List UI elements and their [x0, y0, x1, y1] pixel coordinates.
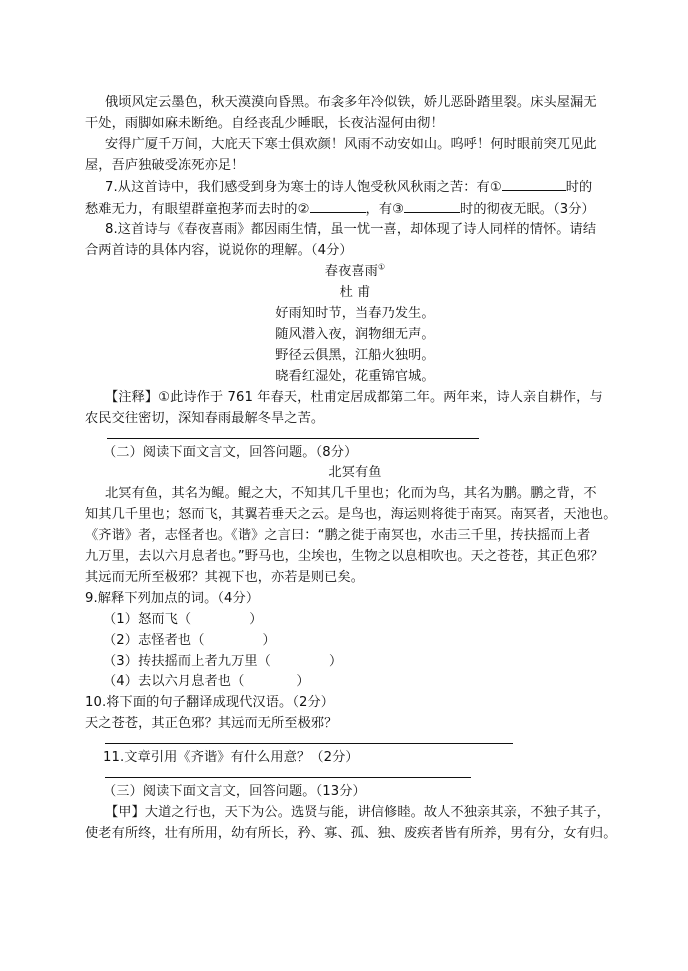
question-8-line-1: 8.这首诗与《春夜喜雨》都因雨生情，虽一忧一喜，却体现了诗人同样的情怀。请结: [105, 222, 597, 238]
passage-line: 北冥有鱼，其名为鲲。鲲之大，不知其几千里也；化而为鸟，其名为鹏。鹏之背，不: [105, 486, 597, 502]
question-9-item-text: （2）志怪者也（: [103, 632, 205, 648]
section-3-heading: （三）阅读下面文言文，回答问题。（13分）: [103, 784, 366, 800]
passage-title: 北冥有鱼: [328, 465, 382, 481]
question-7-text-b3: 时的彻夜无眠。（3分）: [460, 201, 595, 217]
poem-title: [85, 262, 625, 283]
annotation-line-2: 农民交往密切，深知春雨最解冬旱之苦。: [85, 410, 325, 426]
close-paren: ）: [249, 611, 263, 627]
answer-line-q10[interactable]: [105, 743, 513, 744]
annotation-line-1: 【注释】①此诗作于 761 年春天，杜甫定居成都第二年。两年来，诗人亲自耕作，与: [105, 389, 603, 405]
question-9-item-1: [85, 610, 625, 631]
question-9-item-text: （4）去以六月息者也（: [103, 674, 245, 690]
passage-line: 【甲】大道之行也，天下为公。选贤与能，讲信修睦。故人不独亲其亲，不独子其子，: [105, 805, 610, 820]
poem-title-text: 春夜喜雨: [324, 264, 378, 280]
passage-line: 使老有所终，壮有所用，幼有所长，矜、寡、孤、独、废疾者皆有所养，男有分，女有归。: [85, 825, 617, 841]
question-9-item-2: [85, 631, 625, 652]
answer-blank-2[interactable]: [310, 199, 366, 213]
question-7-line-1: [85, 177, 625, 199]
passage-line: 其远而无所至极邪？其视下也，亦若是则已矣。: [85, 569, 365, 585]
section-2-heading: （二）阅读下面文言文，回答问题。（8分）: [103, 444, 358, 460]
poem-line: 野径云俱黑，江船火独明。: [275, 347, 435, 363]
question-7-text-end: 时的: [565, 179, 593, 195]
question-9-item-text: （3）抟扶摇而上者九万里（: [103, 653, 271, 669]
question-9-item-text: （1）怒而飞（: [103, 611, 192, 627]
poem-paragraph-1: 俄顷风定云墨色，秋天漠漠向昏黑。布衾多年冷似铁，娇儿恶卧踏里裂。床头屋漏无: [105, 95, 597, 110]
poem-line: 随风潜入夜，润物细无声。: [275, 326, 435, 342]
close-paren: ）: [296, 674, 310, 690]
poem-paragraph-2: 安得广厦千万间，大庇天下寒士俱欢颜！风雨不动安如山。呜呼！何时眼前突兀见此: [105, 136, 597, 152]
answer-line-q8[interactable]: [107, 438, 479, 439]
poem-paragraph-2-cont: 屋，吾庐独破受冻死亦足！: [85, 157, 245, 173]
question-10-sentence: 天之苍苍，其正色邪？其远而无所至极邪？: [85, 716, 338, 732]
question-10: 10.将下面的句子翻译成现代汉语。（2分）: [85, 695, 335, 711]
poem-line: 晓看红湿处，花重锦官城。: [275, 368, 435, 384]
passage-line: 知其几千里也；怒而飞，其翼若垂天之云。是鸟也，海运则将徙于南冥。南冥者，天池也。: [85, 507, 617, 523]
passage-line: 九万里，去以六月息者也。”野马也，尘埃也，生物之以息相吹也。天之苍苍，其正色邪？: [85, 549, 604, 565]
close-paren: ）: [328, 653, 343, 669]
answer-line-q11[interactable]: [105, 777, 471, 778]
question-9-item-4: [85, 672, 625, 693]
poem-paragraph-1-cont: 干处，雨脚如麻未断绝。自经丧乱少睡眠，长夜沾湿何由彻！: [85, 115, 444, 131]
answer-blank-1[interactable]: [502, 177, 566, 191]
question-7-line-2: [85, 199, 625, 221]
poem-line: 好雨知时节，当春乃发生。: [275, 306, 435, 322]
document-page: [85, 93, 625, 845]
question-9: 9.解释下列加点的词。（4分）: [85, 590, 260, 606]
question-11: 11.文章引用《齐谐》有什么用意？（2分）: [103, 750, 359, 766]
passage-line: 《齐谐》者，志怪者也。《谐》之言曰：“鹏之徙于南冥也，水击三千里，抟扶摇而上者: [85, 528, 591, 544]
question-7-text-b2: ，有③: [365, 201, 405, 217]
footnote-marker: ①: [377, 262, 386, 272]
poem-author: 杜 甫: [339, 285, 371, 301]
question-7-text-b1: 愁难无力，有眼望群童抱茅而去时的②: [85, 201, 310, 217]
question-9-item-3: [85, 652, 625, 673]
close-paren: ）: [262, 632, 276, 648]
answer-blank-3[interactable]: [404, 199, 460, 213]
question-8-line-2: 合两首诗的具体内容，说说你的理解。（4分）: [85, 243, 353, 259]
question-7-text: 7.从这首诗中，我们感受到身为寒士的诗人饱受秋风秋雨之苦：有①: [105, 179, 502, 195]
